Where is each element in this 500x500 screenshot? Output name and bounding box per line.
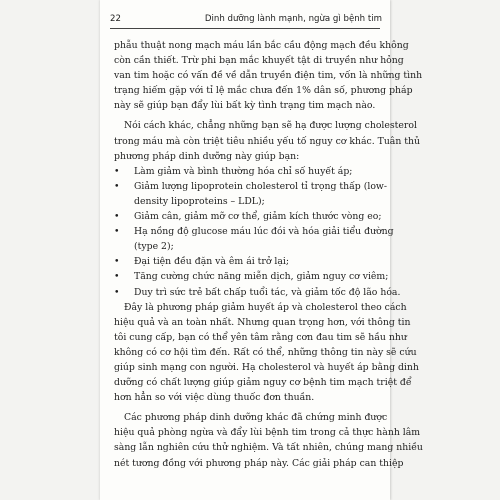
text-line: tôi cung cấp, bạn có thể yên tâm rằng cơn đau tim sẽ hầu như <box>114 331 407 343</box>
text-line: phẫu thuật nong mạch máu lần bắc cầu động mạch đều không <box>114 40 409 51</box>
list-item <box>114 179 388 194</box>
list-item-text: Tăng cường chức năng miễn dịch, giảm nguy cơ viêm; <box>134 271 389 283</box>
text-line: còn cần thiết. Trừ phi bạn mắc khuyết tật di truyền như hỏng <box>114 55 404 67</box>
list-item-text: Giảm lượng lipoprotein cholesterol tỉ trọng thấp (low- <box>134 180 388 192</box>
paragraph-4 <box>114 410 423 470</box>
text-line: không có cơ hội tìm đến. Rất có thể, những thông tin này sẽ cứu <box>114 346 417 358</box>
bullet-icon: • <box>114 256 120 268</box>
text-line: hiệu quả và an toàn nhất. Nhưng quan trọng hơn, với thông tin <box>114 316 411 328</box>
text-line: trạng hiếm gặp với tỉ lệ mắc chưa đến 1% dân số, phương pháp <box>114 85 413 97</box>
text-line: hơn hẳn so với việc dùng thuốc đơn thuần. <box>114 392 315 404</box>
list-item-text: Duy trì sức trẻ bất chấp tuổi tác, và giảm tốc độ lão hóa. <box>134 286 401 298</box>
bullet-icon: • <box>114 226 120 238</box>
paragraph-3 <box>114 300 419 406</box>
page-number: 22 <box>110 14 121 24</box>
list-item <box>114 285 401 300</box>
text-line: sàng lẫn nghiên cứu thử nghiệm. Và tất nhiên, chúng mang nhiều <box>114 442 423 454</box>
text-line: giúp sinh mạng con người. Hạ cholesterol và huyết áp bằng dinh <box>114 361 419 373</box>
text-line: phương pháp dinh dưỡng này giúp bạn: <box>114 150 300 162</box>
text-line: hiệu quả phòng ngừa và đẩy lùi bệnh tim trong cả thực hành lâm <box>114 427 421 439</box>
list-item <box>114 269 389 284</box>
book-page <box>100 0 423 500</box>
text-line: dưỡng có chất lượng giúp giảm nguy cơ bệnh tim mạch triệt để <box>114 377 412 389</box>
text-line: Các phương pháp dinh dưỡng khác đã chứng minh được <box>124 412 388 424</box>
text-line: Đây là phương pháp giảm huyết áp và cholesterol theo cách <box>124 301 407 313</box>
list-item-text: Làm giảm và bình thường hóa chỉ số huyết áp; <box>134 165 353 177</box>
list-item <box>114 224 394 239</box>
paragraph-2 <box>114 118 420 163</box>
page-body <box>114 38 423 471</box>
bullet-icon: • <box>114 180 120 192</box>
text-line: nét tương đồng với phương pháp này. Các giải pháp can thiệp <box>114 457 404 469</box>
running-title: Dinh dưỡng lành mạnh, ngừa gì bệnh tim <box>204 14 382 24</box>
text-line: trong máu mà còn triệt tiêu nhiều yếu tố nguy cơ khác. Tuân thủ <box>114 135 420 147</box>
bullet-icon: • <box>114 211 120 223</box>
list-item-text: Đại tiện đều đặn và êm ái trở lại; <box>134 256 290 268</box>
text-line: van tim hoặc có vấn đề về dẫn truyền điện tim, vốn là những tình <box>114 70 423 82</box>
bullet-icon: • <box>114 271 120 283</box>
list-item <box>114 164 380 179</box>
text-line: Nói cách khác, chẳng những bạn sẽ hạ được lượng cholesterol <box>124 120 417 132</box>
text-line: này sẽ giúp bạn đẩy lùi bất kỳ tình trạng tim mạch nào. <box>114 100 376 112</box>
bullet-icon: • <box>114 286 120 298</box>
header-rule <box>110 28 380 29</box>
bullet-icon: • <box>114 165 120 177</box>
page-header <box>110 14 382 24</box>
list-item <box>114 254 380 269</box>
paragraph-1 <box>114 38 423 113</box>
list-item-text: Giảm cân, giảm mỡ cơ thể, giảm kích thước vòng eo; <box>134 211 382 223</box>
bullet-list <box>114 164 401 300</box>
list-item-continuation: (type 2); <box>134 241 174 253</box>
list-item-text: Hạ nồng độ glucose máu lúc đói và hóa giải tiểu đường <box>134 226 394 238</box>
list-item-continuation: density lipoproteins – LDL); <box>134 195 265 207</box>
list-item <box>114 209 380 224</box>
